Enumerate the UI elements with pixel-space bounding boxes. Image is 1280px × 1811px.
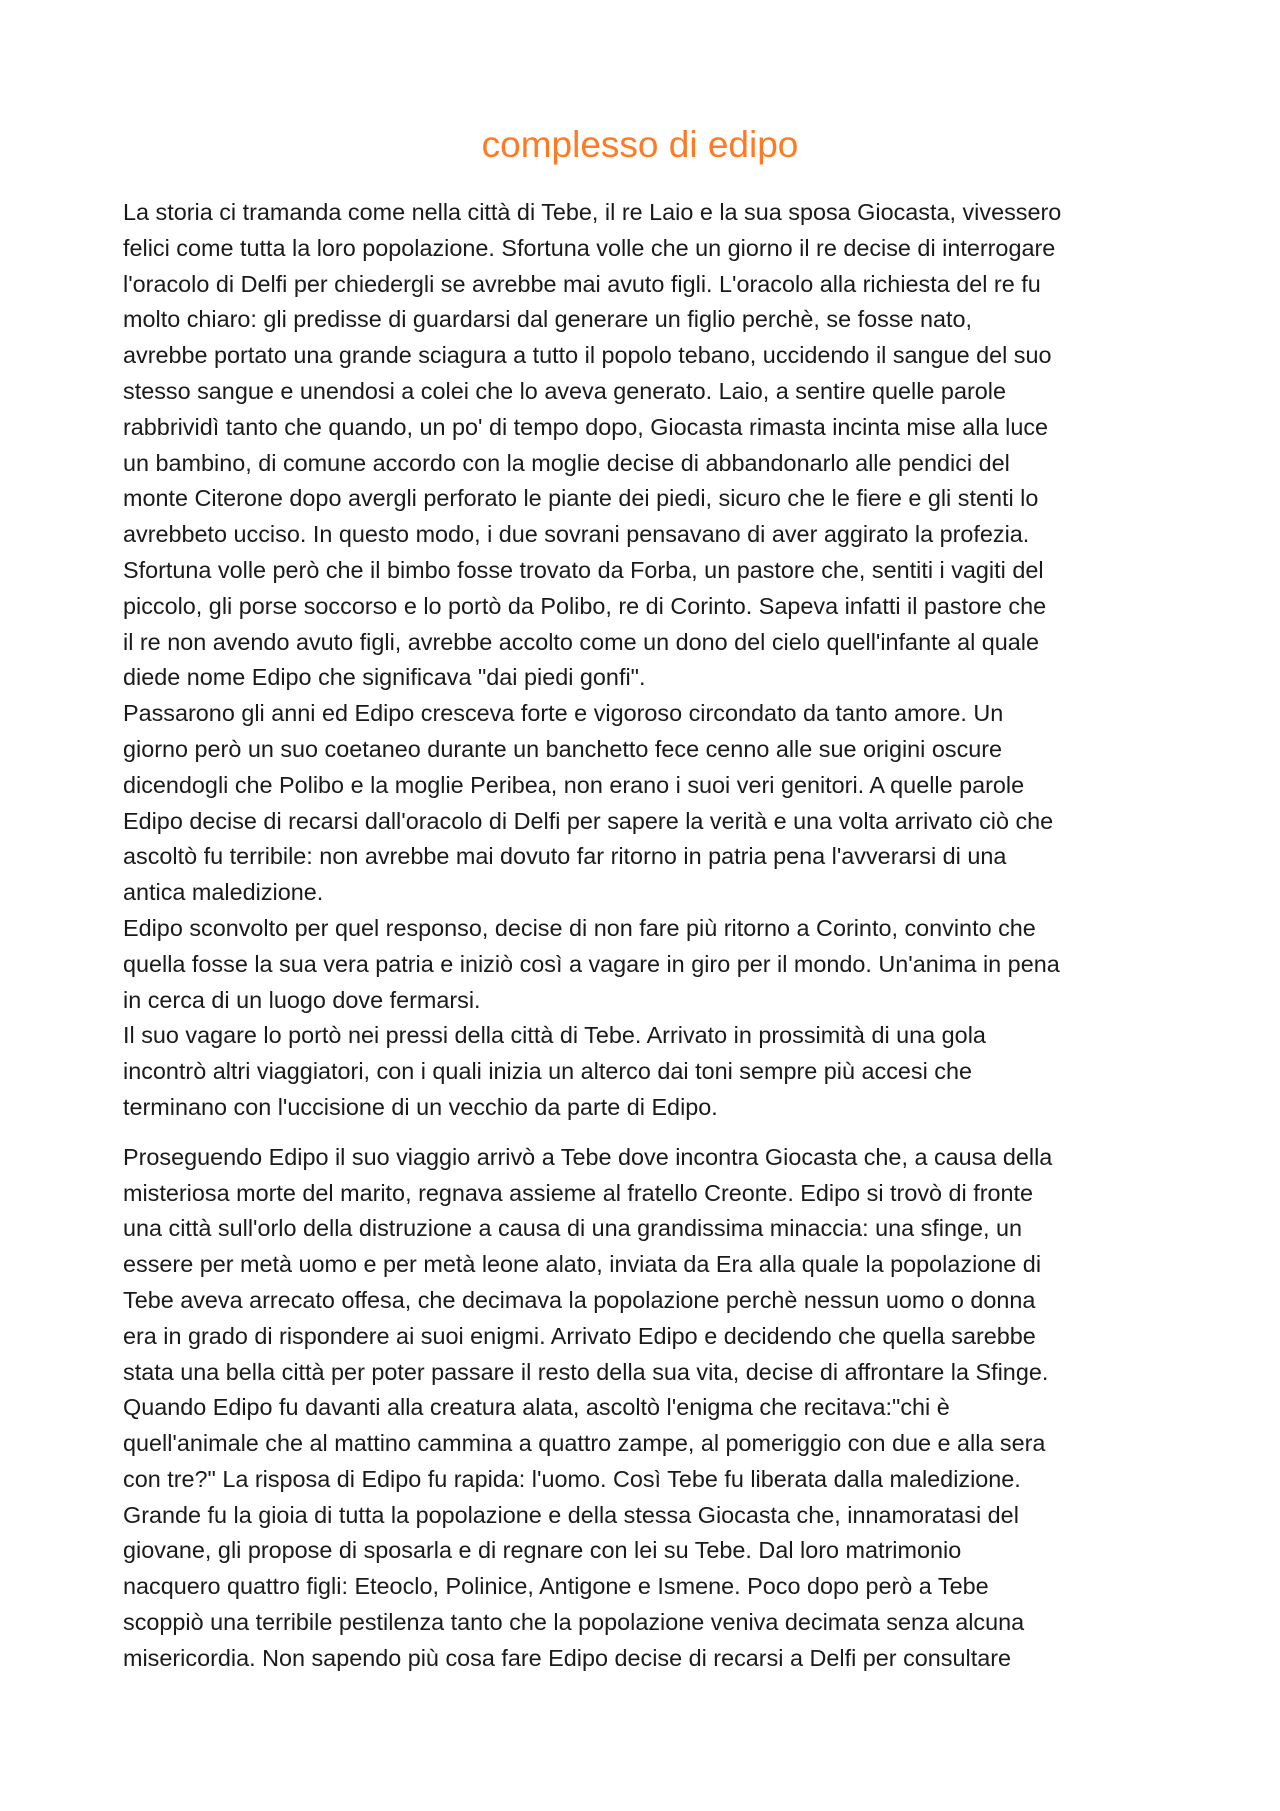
text-line: misericordia. Non sapendo più cosa fare Edipo decise di recarsi a Delfi per consultare	[123, 1644, 1011, 1671]
text-line: scoppiò una terribile pestilenza tanto che la popolazione veniva decimata senza alcuna	[123, 1609, 1025, 1636]
text-line: un bambino, di comune accordo con la moglie decise di abbandonarlo alle pendici del	[123, 449, 1010, 476]
text-line: stesso sangue e unendosi a colei che lo aveva generato. Laio, a sentire quelle parole	[123, 377, 1006, 404]
text-line: molto chiaro: gli predisse di guardarsi dal generare un figlio perchè, se fosse nato,	[123, 306, 973, 333]
text-line: con tre?" La risposa di Edipo fu rapida: l'uomo. Così Tebe fu liberata dalla maledizione.	[123, 1465, 1021, 1492]
text-line: avrebbe portato una grande sciagura a tutto il popolo tebano, uccidendo il sangue del suo	[123, 342, 1052, 369]
text-line: diede nome Edipo che significava "dai piedi gonfi".	[123, 664, 646, 691]
paragraph-gap	[123, 1126, 1173, 1140]
text-line: misteriosa morte del marito, regnava assieme al fratello Creonte. Edipo si trovò di fronte	[123, 1179, 1034, 1206]
text-line: felici come tutta la loro popolazione. Sfortuna volle che un giorno il re decise di interrogare	[123, 234, 1056, 261]
text-line: Edipo decise di recarsi dall'oracolo di Delfi per sapere la verità e una volta arrivato ciò che	[123, 807, 1054, 834]
text-line: Quando Edipo fu davanti alla creatura alata, ascoltò l'enigma che recitava:"chi è	[123, 1394, 950, 1421]
text-line: giorno però un suo coetaneo durante un banchetto fece cenno alle sue origini oscure	[123, 735, 1003, 762]
text-line: dicendogli che Polibo e la moglie Peribea, non erano i suoi veri genitori. A quelle parole	[123, 771, 1025, 798]
text-line: giovane, gli propose di sposarla e di regnare con lei su Tebe. Dal loro matrimonio	[123, 1537, 962, 1564]
text-line: Tebe aveva arrecato offesa, che decimava la popolazione perchè nessun uomo o donna	[123, 1286, 1036, 1313]
text-line: monte Citerone dopo avergli perforato le piante dei piedi, sicuro che le fiere e gli stenti lo	[123, 485, 1039, 512]
text-line: ascoltò fu terribile: non avrebbe mai dovuto far ritorno in patria pena l'avverarsi di una	[123, 843, 1007, 870]
text-line: l'oracolo di Delfi per chiedergli se avrebbe mai avuto figli. L'oracolo alla richiesta del re fu	[123, 270, 1041, 297]
text-line: Passarono gli anni ed Edipo cresceva forte e vigoroso circondato da tanto amore. Un	[123, 700, 1004, 727]
text-line: il re non avendo avuto figli, avrebbe accolto come un dono del cielo quell'infante al quale	[123, 628, 1040, 655]
document-body	[123, 195, 1173, 1677]
text-line: terminano con l'uccisione di un vecchio da parte di Edipo.	[123, 1093, 718, 1120]
text-line: antica maledizione.	[123, 879, 324, 906]
page-title: complesso di edipo	[481, 124, 799, 165]
text-line: Sfortuna volle però che il bimbo fosse trovato da Forba, un pastore che, sentiti i vagiti del	[123, 556, 1044, 583]
text-line: in cerca di un luogo dove fermarsi.	[123, 986, 481, 1013]
text-line: quell'animale che al mattino cammina a quattro zampe, al pomeriggio con due e alla sera	[123, 1430, 1046, 1457]
text-line: Proseguendo Edipo il suo viaggio arrivò a Tebe dove incontra Giocasta che, a causa della	[123, 1143, 1053, 1170]
section-2	[123, 1140, 1173, 1677]
text-line: La storia ci tramanda come nella città di Tebe, il re Laio e la sua sposa Giocasta, vivessero	[123, 199, 1062, 225]
text-line: Grande fu la gioia di tutta la popolazione e della stessa Giocasta che, innamoratasi del	[123, 1501, 1019, 1528]
text-line: Edipo sconvolto per quel responso, decise di non fare più ritorno a Corinto, convinto che	[123, 914, 1036, 941]
text-line: quella fosse la sua vera patria e iniziò così a vagare in giro per il mondo. Un'anima in pena	[123, 950, 1060, 977]
section-1	[123, 195, 1173, 1126]
text-line: nacquero quattro figli: Eteoclo, Polinice, Antigone e Ismene. Poco dopo però a Tebe	[123, 1573, 989, 1600]
text-line: piccolo, gli porse soccorso e lo portò da Polibo, re di Corinto. Sapeva infatti il pastore che	[123, 592, 1047, 619]
text-line: era in grado di rispondere ai suoi enigmi. Arrivato Edipo e decidendo che quella sarebbe	[123, 1322, 1036, 1349]
text-line: Il suo vagare lo portò nei pressi della città di Tebe. Arrivato in prossimità di una gola	[123, 1022, 986, 1049]
text-line: una città sull'orlo della distruzione a causa di una grandissima minaccia: una sfinge, un	[123, 1215, 1023, 1242]
text-line: essere per metà uomo e per metà leone alato, inviata da Era alla quale la popolazione di	[123, 1251, 1042, 1278]
text-line: avrebbeto ucciso. In questo modo, i due sovrani pensavano di aver aggirato la profezia.	[123, 521, 1030, 548]
text-line: incontrò altri viaggiatori, con i quali inizia un alterco dai toni sempre più accesi che	[123, 1058, 973, 1085]
text-line: rabbrividì tanto che quando, un po' di tempo dopo, Giocasta rimasta incinta mise alla luce	[123, 413, 1049, 440]
text-line: stata una bella città per poter passare il resto della sua vita, decise di affrontare la Sfinge.	[123, 1358, 1049, 1385]
